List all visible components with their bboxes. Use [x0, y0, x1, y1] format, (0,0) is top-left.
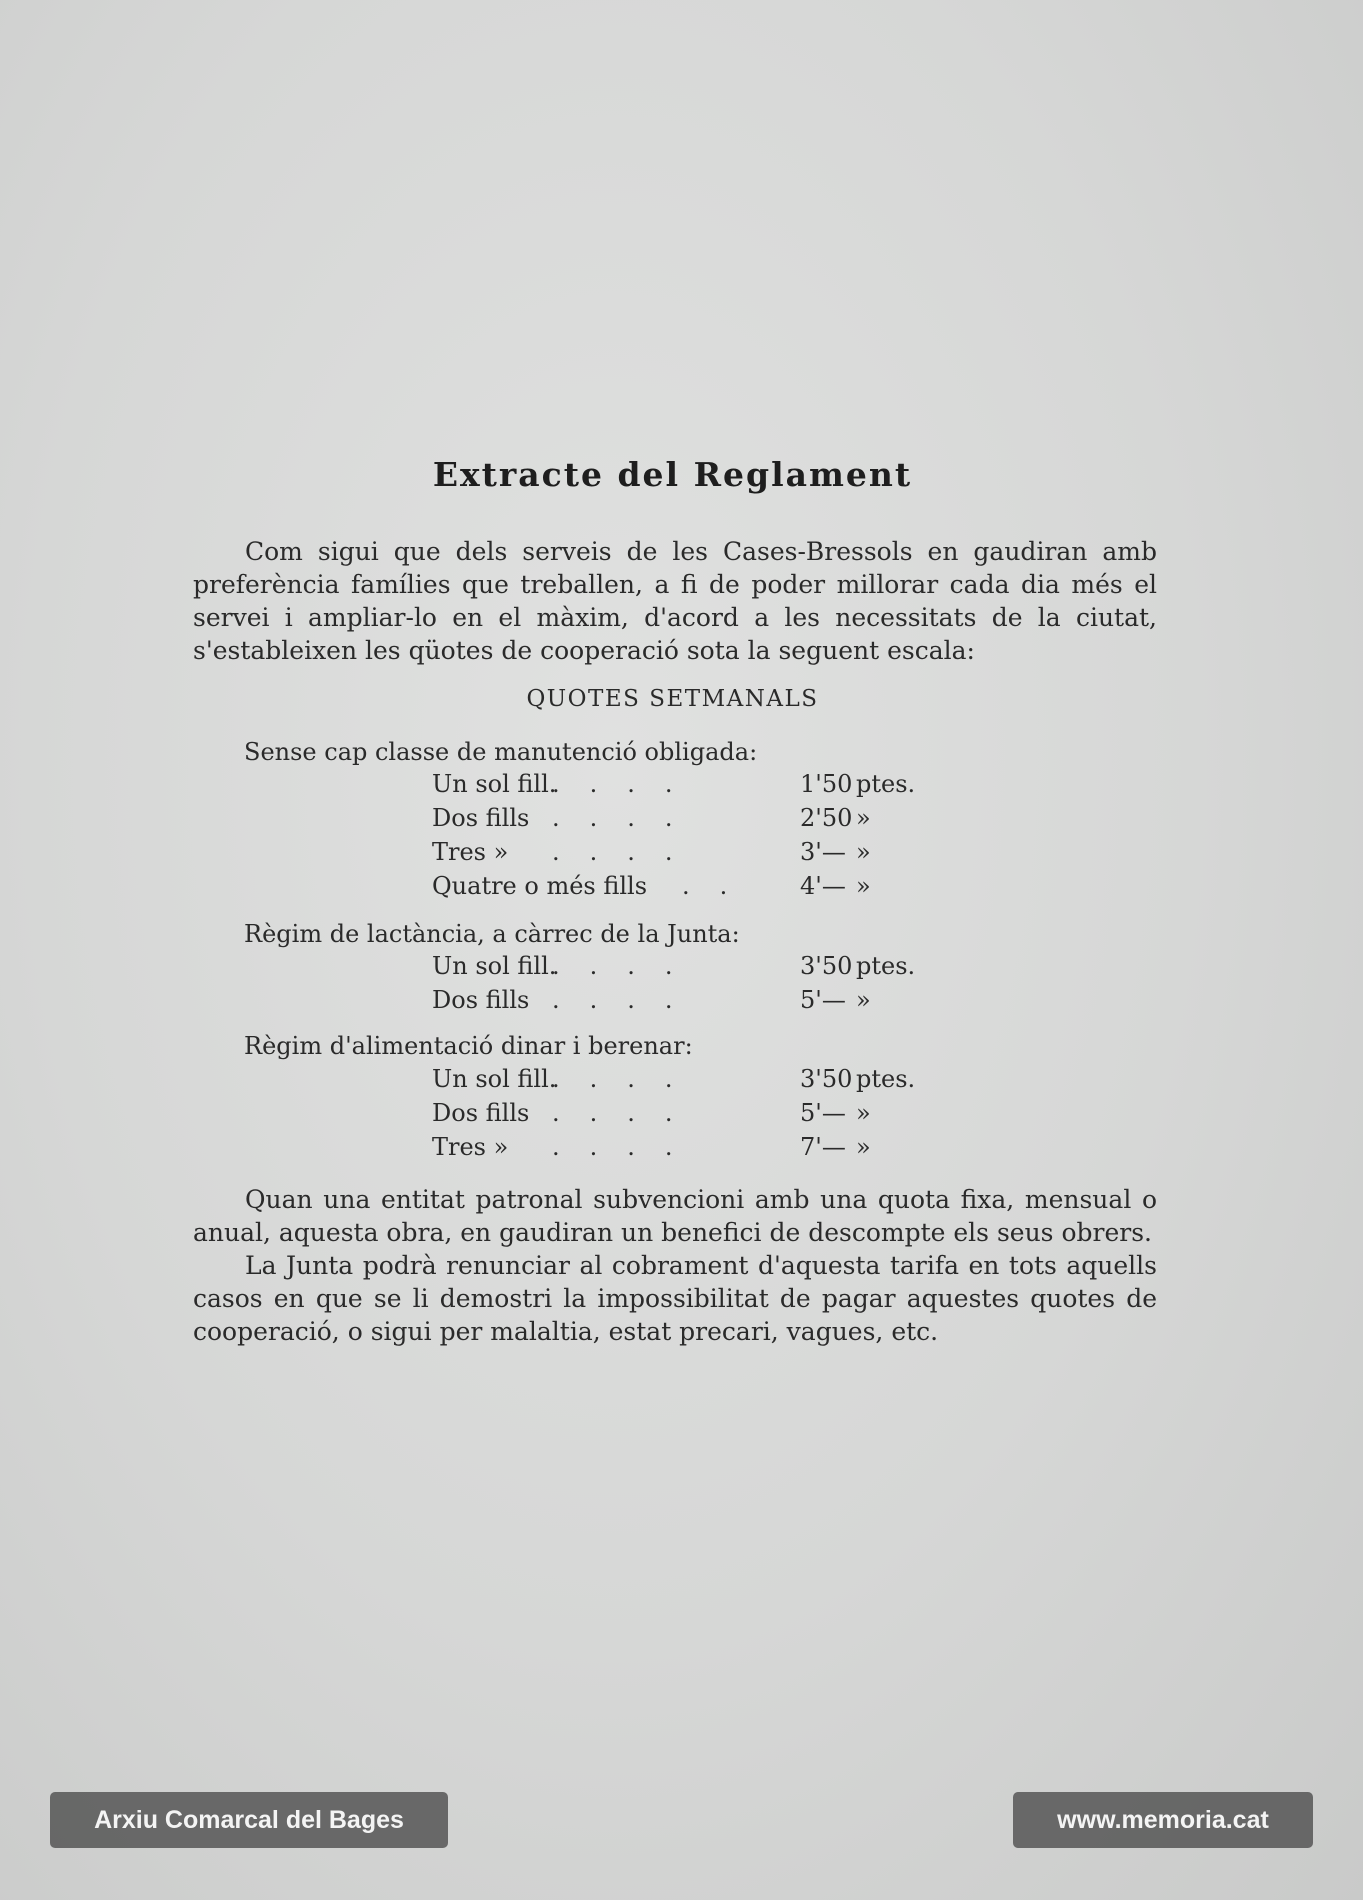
leader-dots: ....: [552, 1099, 703, 1127]
fee-row-amount: 1'50: [800, 770, 853, 798]
fee-row-amount: 2'50: [800, 804, 853, 832]
leader-dots: ....: [552, 770, 703, 798]
leader-dots: ....: [552, 838, 703, 866]
fee-row-label: Un sol fill.: [432, 770, 557, 798]
fee-row-label: Dos fills: [432, 986, 530, 1014]
fee-row-unit: ptes.: [856, 770, 916, 798]
leader-dots: ....: [552, 1133, 703, 1161]
fee-row-amount: 5'—: [800, 986, 846, 1014]
fee-row-amount: 3'50: [800, 1065, 853, 1093]
fee-row-amount: 3'50: [800, 952, 853, 980]
quotes-heading: QUOTES SETMANALS: [526, 686, 819, 712]
fee-row-amount: 5'—: [800, 1099, 846, 1127]
fee-row-label: Dos fills: [432, 1099, 530, 1127]
fee-row-label: Un sol fill.: [432, 1065, 557, 1093]
leader-dots: ....: [552, 1065, 703, 1093]
intro-paragraph: [193, 535, 1157, 667]
closing-paragraph-2: La Junta podrà renunciar al cobrament d'aquesta tarifa en tots aquells casos en que se li demostri la impossibilitat de pagar aquestes quotes de cooperació, o sigui per malaltia, estat precari, vagues, etc.: [193, 1251, 1157, 1346]
fee-row-unit: »: [856, 986, 871, 1014]
fee-row: [432, 952, 952, 984]
fee-row: [432, 804, 952, 836]
closing-paragraphs: [193, 1183, 1157, 1348]
fee-row-unit: »: [856, 1099, 871, 1127]
fee-row-amount: 7'—: [800, 1133, 846, 1161]
fee-row-label: Dos fills: [432, 804, 530, 832]
fee-row-unit: »: [856, 838, 871, 866]
fee-row: [432, 986, 952, 1018]
closing-paragraph-1: Quan una entitat patronal subvencioni amb una quota fixa, mensual o anual, aquesta obra, en gaudiran un benefici de descompte els seus obrers.: [193, 1185, 1157, 1247]
fee-row: [432, 1065, 952, 1097]
category-label-3: Règim d'alimentació dinar i berenar:: [244, 1032, 693, 1060]
document-title: Extracte del Reglament: [432, 455, 913, 494]
fee-row-label: Tres »: [432, 1133, 509, 1161]
fee-row-label: Quatre o més fills: [432, 872, 648, 900]
fee-row-unit: »: [856, 1133, 871, 1161]
category-label-2: Règim de lactància, a càrrec de la Junta:: [244, 920, 740, 948]
archive-watermark-label: Arxiu Comarcal del Bages: [50, 1792, 448, 1848]
leader-dots: ..: [682, 872, 758, 900]
bleed-through-header: [70, 170, 100, 252]
website-watermark-label: www.memoria.cat: [1013, 1792, 1313, 1848]
fee-row-unit: ptes.: [856, 952, 916, 980]
category-label-1: Sense cap classe de manutenció obligada:: [244, 738, 758, 766]
intro-text: Com sigui que dels serveis de les Cases-Bressols en gaudiran amb preferència famílies que treballen, a fi de poder millorar cada dia més el servei i ampliar-lo en el màxim, d'acord a les necessitats de la ciutat, s'estableixen les qüotes de cooperació sota la seguent escala:: [193, 537, 1157, 665]
fee-row: [432, 1099, 952, 1131]
fee-row-unit: »: [856, 804, 871, 832]
fee-row: [432, 1133, 952, 1165]
fee-row-unit: ptes.: [856, 1065, 916, 1093]
fee-row-amount: 3'—: [800, 838, 846, 866]
leader-dots: ....: [552, 952, 703, 980]
fee-row-label: Un sol fill.: [432, 952, 557, 980]
leader-dots: ....: [552, 804, 703, 832]
fee-row-label: Tres »: [432, 838, 509, 866]
fee-row: [432, 770, 952, 802]
leader-dots: ....: [552, 986, 703, 1014]
fee-row: [432, 872, 952, 904]
fee-row-amount: 4'—: [800, 872, 846, 900]
fee-row-unit: »: [856, 872, 871, 900]
fee-row: [432, 838, 952, 870]
